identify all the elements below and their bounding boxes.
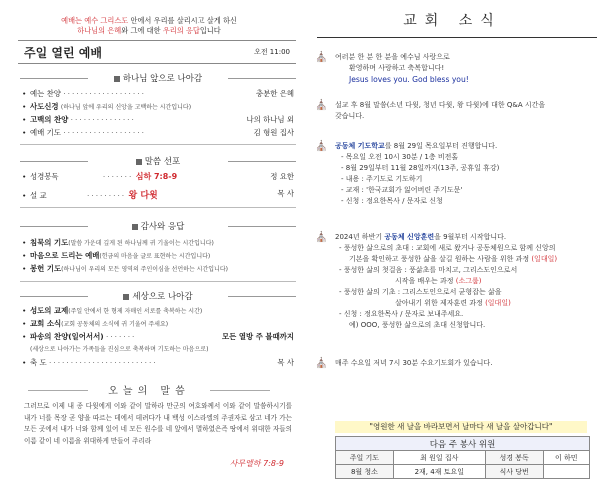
volunteer-table [335,436,590,479]
news-detail: - 풍성한 삶의 첫걸음 : 풍삶초를 마치고, 그리스도인으로서 [339,266,518,274]
square-icon [132,224,138,230]
news-detail: - 교재 : '한국교회가 잃어버린 주기도문' [341,186,463,194]
row-value: 목 사 [277,189,294,198]
section-heading [20,290,296,302]
news-item-5: 매주 수요일 저녁 7시 30분 수요기도회가 있습니다. [335,359,493,367]
news-detail: - 풍성한 삶의 기초 : 그리스도인으로서 균형잡는 삶을 [339,288,502,296]
order-row: • 사도신경 (하나님 앞에 우리의 신앙을 고백하는 시간입니다) [22,102,192,111]
news-detail: 살아내기 위한 제자훈련 과정 [395,299,483,307]
row-note: (하나님 앞에 우리의 신앙을 고백하는 시간입니다) [60,104,192,111]
row-label: 교회 소식 [30,319,62,328]
table-cell: 식사 당번 [485,465,543,479]
section-label: 세상으로 나아감 [132,292,193,302]
news-detail: - 내용 : 주기도로 기도하기 [341,175,423,183]
intro-word: 우리의 응답 [162,26,200,35]
course-type: (소그룹) [455,277,482,285]
section-heading [20,155,296,167]
news-detail: - 신청 : 정요한목사 / 문자로 신청 [341,197,443,205]
section-heading [20,220,296,232]
news-item-4 [335,232,599,331]
square-icon [123,294,129,300]
order-row: • 축 도 ························· 목 사 [22,358,294,367]
course-type: (일대일) [485,299,511,307]
news-text: 환영하며 사랑하고 축복합니다! [349,64,445,72]
church-icon: ⛪ [315,232,328,243]
row-label: 사도신경 [30,102,59,111]
course-type: (일대일) [531,255,558,263]
order-row: • 파송의 찬양(일어서서) ······· 모든 열방 주 볼때까지 [22,332,294,341]
section-heading [20,72,296,84]
news-detail: 기본을 확인하고 풍성한 삶을 살길 원하는 사람을 위한 과정 [349,255,530,263]
service-title-bar [18,40,296,64]
news-title: 교회 소식 [403,13,502,29]
section-label: 하나님 앞으로 나아감 [122,74,203,84]
slogan: "영원한 새 날을 바라보면서 날마다 새 날을 살아갑니다" [335,421,587,433]
order-row: • 설 교 ········· 왕 다윗 목 사 [22,189,294,201]
order-of-worship-page [0,0,298,501]
news-detail: 시작을 배우는 과정 [395,277,454,285]
row-label: 성경봉독 [30,172,59,181]
church-icon: ⛪ [315,358,328,369]
news-text: 를 8월 29일 목요일부터 진행합니다. [384,142,498,150]
verse-reference: 사무엘하 7:8-9 [229,459,284,468]
row-value: 정 요한 [270,172,294,181]
row-label: 예배 기도 [30,128,61,137]
order-row: • 봉헌 기도(하나님이 우리의 모든 영역의 주인이심을 선언하는 시간입니다) [22,264,228,273]
news-text: 여러분 한 분 한 분을 예수님 사랑으로 [335,53,450,61]
word-body: 그러므로 이제 내 종 다윗에게 이와 같이 말하라 만군의 여호와께서 이와 같이 말씀하시기를 내가 너를 목장 곧 양을 따르는 데에서 데려다가 내 백성 이스라엘의 주권자로 삼고 네가 가는 모든 곳에서 내가 너와 함께 있어 네 모든 원수를 네 앞에서 멸하였은즉 땅에서 위대한 자들의 이름 같이 네 이름을 위대하게 만들어 주리라 [24,402,292,445]
row-note: (하나님이 우리의 모든 영역의 주인이심을 선언하는 시간입니다) [61,266,228,273]
row-label: 설 교 [30,191,47,200]
title-underline [317,37,597,38]
church-icon: ⛪ [315,52,328,63]
order-row: • 침묵의 기도(말씀 가운데 깊게 된 하나님께 귀 기울이는 시간입니다) [22,238,214,247]
row-label: 봉헌 기도 [30,264,62,273]
section-label: 감사와 응답 [140,222,185,232]
row-note: (세상으로 나아가는 가족들을 진심으로 축복하며 기도하는 마음으로) [30,346,209,353]
table-cell: 이 하민 [543,451,589,465]
table-heading: 다음 주 봉사 위원 [336,437,590,451]
service-time: 오전 11:00 [254,48,290,56]
row-label: 마음으로 드리는 예배 [30,251,100,260]
table-cell: 주일 기도 [336,451,394,465]
row-label: 고백의 찬양 [30,115,69,124]
row-value: 모든 열방 주 볼때까지 [222,332,294,341]
church-icon: ⛪ [315,141,328,152]
news-item-2 [335,100,597,122]
divider [20,281,296,282]
section-label: 말씀 선포 [144,157,181,167]
order-row-note [30,344,294,356]
divider [20,144,296,145]
news-text-english: Jesus loves you. God bless you! [349,75,469,84]
row-label: 예는 찬양 [30,89,61,98]
square-icon [114,76,120,82]
order-row: • 성경봉독 ······· 심하 7:8-9 정 요한 [22,172,294,181]
row-label: 침묵의 기도 [30,238,69,247]
news-detail: - 신청 : 정요한목사 / 문자로 보내주세요. [339,310,464,318]
scripture-ref: 심하 7:8-9 [135,172,178,181]
row-note: (헌금의 마음을 글로 표현하는 시간입니다) [99,253,211,260]
row-value: 김 형원 집사 [253,128,294,137]
news-item-3 [335,141,597,207]
service-title: 주일 열린 예배 [24,46,102,60]
row-note: (말씀 가운데 깊게 된 하나님께 귀 기울이는 시간입니다) [68,240,214,247]
table-cell: 성경 봉독 [485,451,543,465]
row-value: 나의 하나님 외 [246,115,294,124]
word-title: 오늘의 말씀 [0,382,298,397]
order-row: • 예배 기도 ··················· 김 형원 집사 [22,128,294,137]
news-text: 을 9월부터 시작합니다. [434,233,507,241]
news-text: 설교 후 8월 말씀(소년 다윗, 청년 다윗, 왕 다윗)에 대한 Q&A 시간을 [335,101,546,109]
church-news-page [305,0,600,501]
intro-word: 예배는 [61,16,82,25]
news-text: 갖습니다. [335,112,365,120]
intro-word: 안에서 우리를 살리시고 살게 하신 [130,16,237,25]
row-label: 성도의 교제 [30,306,69,315]
row-label: 파송의 찬양(일어서서) [30,332,104,341]
row-note: (교회 공동체의 소식에 귀 기울여 주세요) [61,321,169,328]
highlight-text: 공동체 신앙훈련 [384,233,435,241]
table-cell [543,465,589,479]
row-label: 축 도 [30,358,47,367]
row-value: 목 사 [277,358,294,367]
intro-word: 와 그에 대한 [121,26,161,35]
row-value: 충분한 은혜 [255,89,294,98]
highlight-text: 공동체 기도학교 [335,142,385,150]
sermon-title: 왕 다윗 [128,191,158,201]
news-detail: - 목요일 오전 10시 30분 / 1층 비전홀 [341,153,459,161]
order-row: • 예는 찬양 ··················· 충분한 은혜 [22,89,294,98]
news-text: 2024년 하반기 [335,233,383,241]
table-cell: 최 원일 집사 [393,451,485,465]
table-cell: 2재, 4재 토요일 [393,465,485,479]
table-row [336,465,590,479]
table-row [336,451,590,465]
divider [20,207,296,208]
news-detail: - 8월 29일부터 11월 28일까지(13주, 공휴일 휴강) [341,164,500,172]
church-icon: ⛪ [315,100,328,111]
table-cell: 8월 청소 [336,465,394,479]
square-icon [136,159,142,165]
order-row: • 교회 소식(교회 공동체의 소식에 귀 기울여 주세요) [22,319,169,328]
intro-word: 입니다 [199,26,221,35]
row-note: (주일 안에서 한 형제 자매인 서로를 축복하는 시간) [68,308,203,315]
news-item-1 [335,52,595,85]
order-row: • 마음으로 드리는 예배(헌금의 마음을 글로 표현하는 시간입니다) [22,251,211,260]
news-detail: 예) OOO, 풍성한 삶으로의 초대 신청합니다. [349,321,486,329]
intro-text [0,16,298,36]
intro-word: 예수 그리스도 [84,16,129,25]
intro-word: 하나님의 은혜 [77,26,122,35]
news-detail: - 풍성한 삶으로의 초대 : 교회에 새로 왔거나 공동체원으로 함께 신앙의 [339,244,556,252]
order-row: • 성도의 교제(주일 안에서 한 형제 자매인 서로를 축복하는 시간) [22,306,203,315]
order-row: • 고백의 찬양 ··············· 나의 하나님 외 [22,115,294,124]
